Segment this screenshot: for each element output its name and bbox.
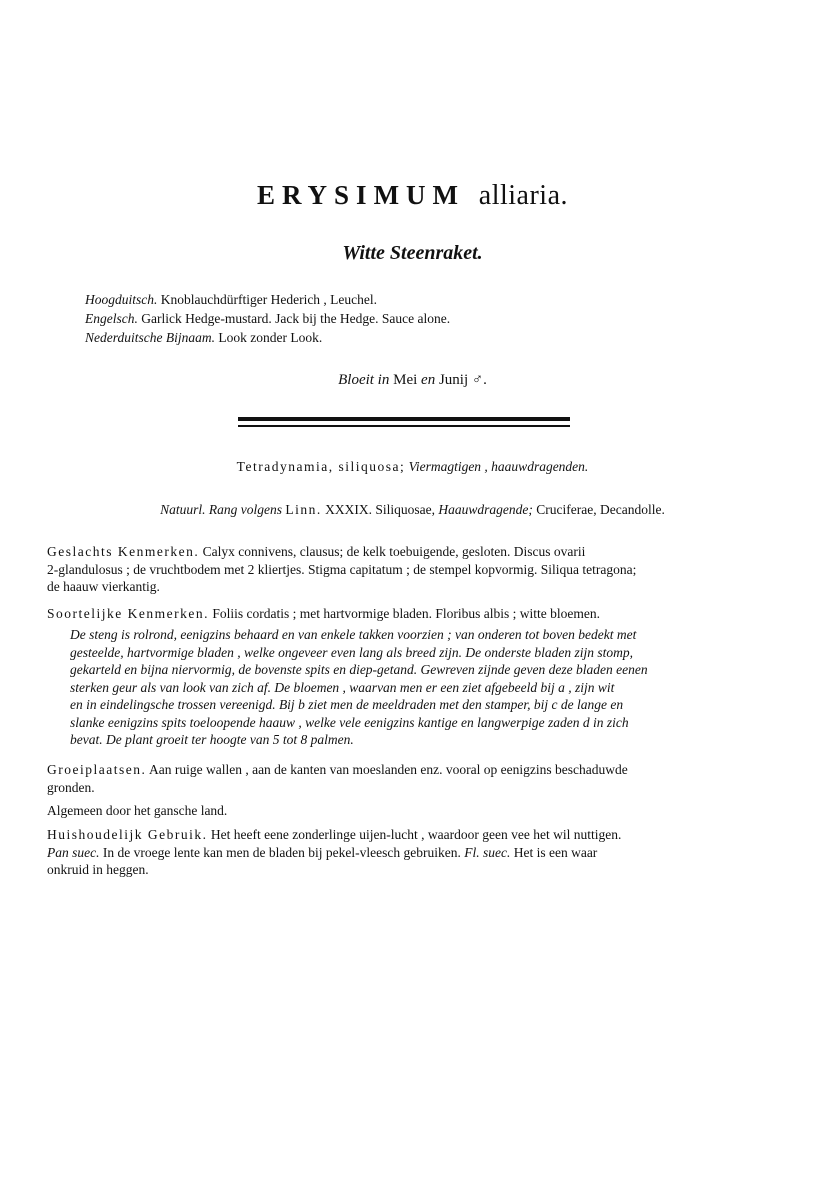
name-line bbox=[85, 328, 605, 347]
bloom-month-1: Mei bbox=[393, 372, 418, 388]
section-heading: Huishoudelijk Gebruik. bbox=[47, 827, 208, 842]
classification bbox=[0, 459, 825, 475]
rank-linn: Linn. bbox=[285, 502, 322, 517]
text-line: Algemeen door het gansche land. bbox=[47, 803, 228, 818]
species-characters bbox=[47, 605, 783, 623]
text-line bbox=[47, 826, 783, 844]
bloom-period bbox=[0, 372, 825, 389]
description-line: slanke eenigzins spits toeloopende haauw , welke vele eenigzins kantige en langwerpige zaden d in zich bbox=[70, 714, 629, 730]
vernacular-names bbox=[85, 290, 605, 347]
text-line bbox=[47, 844, 783, 862]
distribution bbox=[47, 802, 783, 820]
text-line bbox=[47, 543, 783, 561]
section-text: In de vroege lente kan men de bladen bij pekel-vleesch gebruiken. bbox=[102, 844, 461, 860]
name-language: Nederduitsche Bijnaam. bbox=[85, 330, 215, 345]
text-line bbox=[47, 761, 783, 779]
rank-dutch: Haauwdragende; bbox=[438, 502, 533, 517]
section-text: Calyx connivens, clausus; de kelk toebuigende, gesloten. Discus ovarii bbox=[202, 544, 586, 559]
name-language: Hoogduitsch. bbox=[85, 292, 158, 307]
description-line: gesteelde, hartvormige bladen , welke ongeveer even lang als breed zijn. De onderste bladen zijn stomp, bbox=[70, 644, 633, 660]
classification-latin: Tetradynamia, siliquosa; bbox=[236, 459, 406, 474]
section-heading: Geslachts Kenmerken. bbox=[47, 544, 200, 559]
text-line: gronden. bbox=[47, 779, 95, 795]
name-line bbox=[85, 309, 605, 328]
name-line bbox=[85, 290, 605, 309]
divider-thin bbox=[238, 425, 570, 427]
name-text: Knoblauchdürftiger Hederich , Leuchel. bbox=[160, 292, 378, 307]
bloom-connector: en bbox=[421, 372, 436, 388]
classification-dutch: Viermagtigen , haauwdragenden. bbox=[408, 459, 589, 474]
natural-rank bbox=[0, 502, 825, 518]
name-text: Look zonder Look. bbox=[218, 330, 323, 345]
bloom-prefix: Bloeit in bbox=[338, 372, 390, 388]
text-line bbox=[47, 605, 783, 623]
section-heading: Soortelijke Kenmerken. bbox=[47, 606, 209, 621]
habitats bbox=[47, 761, 783, 796]
name-text: Garlick Hedge-mustard. Jack bij the Hedge. Sauce alone. bbox=[141, 311, 451, 326]
citation: Fl. suec. bbox=[464, 844, 511, 860]
text-line: onkruid in heggen. bbox=[47, 862, 149, 877]
section-text: Het is een waar bbox=[513, 844, 598, 860]
section-text: Het heeft eene zonderlinge uijen-lucht , waardoor geen vee het wil nuttigen. bbox=[210, 827, 622, 842]
description-line: gekarteld en bijna niervormig, de bovenste spits en diep-getand. Gewreven zijnde geven deze bladen eenen bbox=[70, 662, 648, 677]
description-line: en in eindelingsche trossen vereenigd. Bij b ziet men de meeldraden met den stamper, bij c de lange en bbox=[70, 697, 624, 712]
page-title bbox=[0, 180, 825, 212]
section-text: Aan ruige wallen , aan de kanten van moeslanden enz. vooral op eenigzins beschaduwde bbox=[148, 762, 628, 777]
description-line: sterken geur als van look van zich af. De bloemen , waarvan men er een ziet afgebeeld bij a , zijn wit bbox=[70, 679, 615, 695]
text-line: 2-glandulosus ; de vruchtbodem met 2 kliertjes. Stigma capitatum ; de stempel kopvormig. Siliqua tetragona; bbox=[47, 561, 637, 577]
plant-description bbox=[70, 626, 782, 749]
rank-label: Natuurl. Rang volgens bbox=[160, 502, 283, 517]
citation: Pan suec. bbox=[47, 844, 100, 860]
rank-number: XXXIX. bbox=[325, 502, 373, 517]
page-subtitle: Witte Steenraket. bbox=[342, 242, 483, 264]
description-line: De steng is rolrond, eenigzins behaard en van enkele takken voorzien ; van onderen tot boven bedekt met bbox=[70, 627, 637, 642]
text-line: de haauw vierkantig. bbox=[47, 579, 160, 594]
name-language: Engelsch. bbox=[85, 311, 138, 326]
title-genus: ERYSIMUM bbox=[256, 180, 466, 210]
description-line: bevat. De plant groeit ter hoogte van 5 tot 8 palmen. bbox=[70, 732, 354, 747]
rank-rest: Cruciferae, Decandolle. bbox=[536, 502, 665, 517]
section-heading: Groeiplaatsen. bbox=[47, 762, 147, 777]
title-species: alliaria. bbox=[478, 180, 569, 211]
biennial-symbol: ♂. bbox=[471, 372, 487, 388]
household-use bbox=[47, 826, 783, 879]
rank-latin: Siliquosae, bbox=[375, 502, 436, 517]
section-text: Foliis cordatis ; met hartvormige bladen. Floribus albis ; witte bloemen. bbox=[212, 606, 601, 621]
bloom-month-2: Junij bbox=[438, 372, 469, 388]
genus-characters bbox=[47, 543, 783, 596]
divider-thick bbox=[238, 417, 570, 421]
